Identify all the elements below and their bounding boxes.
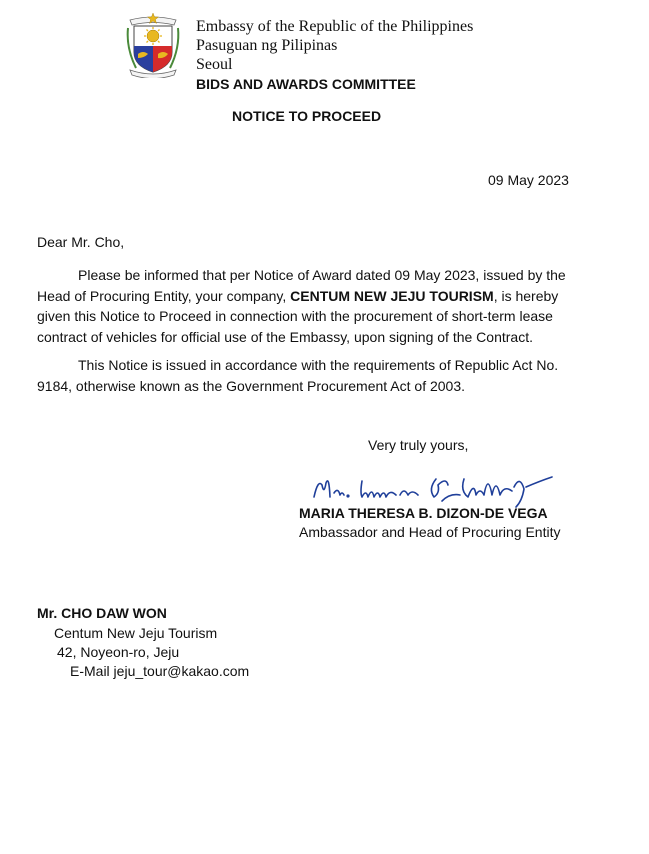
embassy-name-fil: Pasuguan ng Pilipinas bbox=[196, 37, 338, 54]
addressee-email: E-Mail jeju_tour@kakao.com bbox=[70, 663, 250, 679]
philippine-seal-icon bbox=[124, 12, 182, 78]
embassy-city: Seoul bbox=[196, 56, 233, 73]
addressee-address: 42, Noyeon-ro, Jeju bbox=[57, 644, 180, 660]
document-title: NOTICE TO PROCEED bbox=[232, 108, 382, 124]
committee-name: BIDS AND AWARDS COMMITTEE bbox=[196, 76, 416, 92]
addressee-name: Mr. CHO DAW WON bbox=[37, 605, 167, 621]
paragraph-1-rest: , is hereby given this Notice to Proceed in connection with the procurement of short-term lease contract of vehicles for official use of the Embassy, upon signing of the Contract. bbox=[37, 287, 559, 345]
closing-line: Very truly yours, bbox=[368, 437, 469, 453]
company-name-bold: CENTUM NEW JEJU TOURISM bbox=[290, 287, 494, 304]
addressee-company: Centum New Jeju Tourism bbox=[54, 625, 218, 641]
salutation: Dear Mr. Cho, bbox=[37, 234, 125, 250]
embassy-name-en: Embassy of the Republic of the Philippines bbox=[196, 18, 474, 35]
document-date: 09 May 2023 bbox=[488, 172, 569, 188]
signatory-name: MARIA THERESA B. DIZON-DE VEGA bbox=[299, 505, 548, 521]
body-paragraph-1 bbox=[37, 265, 593, 347]
paragraph-1-intro: Please be informed that per Notice of Award dated 09 May 2023, issued by the Head of Procuring Entity, your company, bbox=[37, 267, 566, 304]
body-paragraph-2: This Notice is issued in accordance with the requirements of Republic Act No. 9184, otherwise known as the Government Procurement Act of 2003. bbox=[37, 357, 559, 394]
signatory-title: Ambassador and Head of Procuring Entity bbox=[299, 524, 561, 540]
